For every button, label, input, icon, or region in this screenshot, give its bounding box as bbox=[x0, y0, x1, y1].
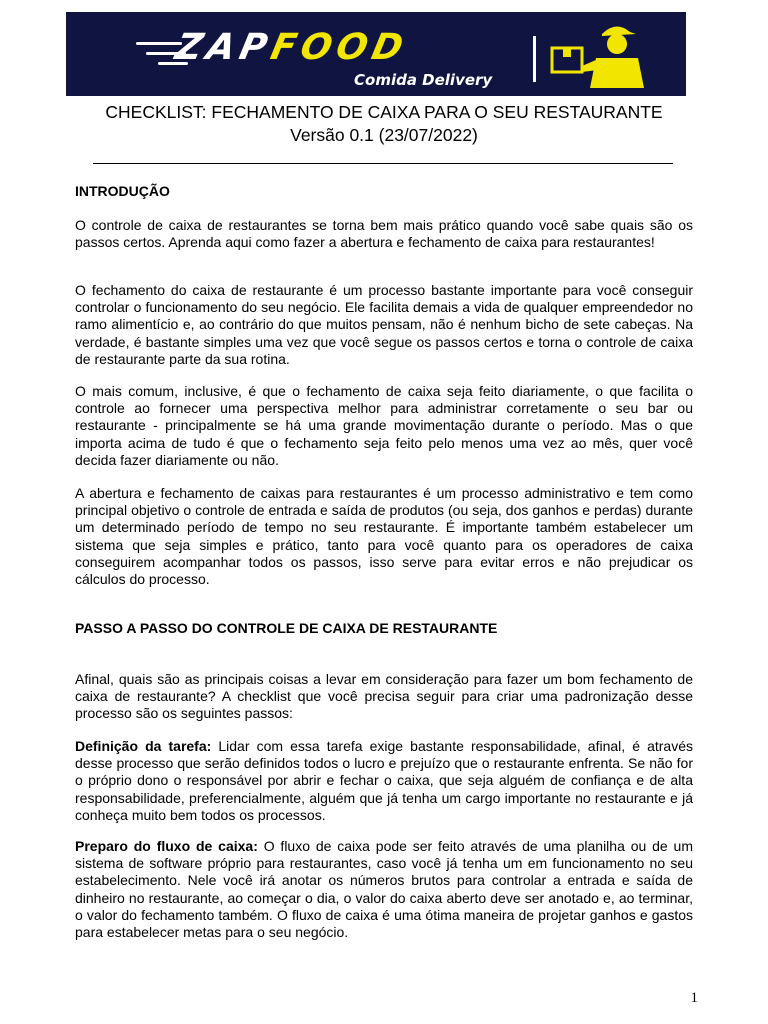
brand-tagline: Comida Delivery bbox=[354, 71, 493, 89]
intro-paragraph: A abertura e fechamento de caixas para restaurantes é um processo administrativo e tem como principal objetivo o controle de entrada e saída de produtos (ou seja, dos ganhos e perdas) durante um determinado período de tempo no seu restaurante. É importante também estabelecer um sistema que seja simples e prático, tanto para você quanto para os operadores de caixa conseguirem acompanhar todos os passos, isso serve para evitar erros e não prejudicar os cálculos do processo. bbox=[75, 485, 693, 588]
document-title: CHECKLIST: FECHAMENTO DE CAIXA PARA O SEU RESTAURANTE bbox=[105, 102, 663, 122]
step-item-label: Preparo do fluxo de caixa: bbox=[75, 838, 258, 854]
brand-name-part2: FOOD bbox=[267, 27, 412, 68]
brand-banner bbox=[66, 12, 686, 96]
step-item-text: O fluxo de caixa pode ser feito através de uma planilha ou de um sistema de software próprio para restaurantes, caso você já tenha um em funcionamento no seu estabelecimento. Nele você irá anotar os números brutos para controlar a entrada e saída de dinheiro no restaurante, ao começar o dia, o valor do caixa aberto deve ser anotado e, ao terminar, o valor do fechamento também. O fluxo de caixa é uma ótima maneira de projetar ganhos e gastos para estabelecer metas para o seu negócio. bbox=[75, 838, 693, 941]
intro-heading: INTRODUÇÃO bbox=[75, 183, 170, 199]
step-item-label: Definição da tarefa: bbox=[75, 738, 212, 754]
title-divider bbox=[93, 163, 673, 164]
logo-speed-line bbox=[136, 42, 182, 45]
intro-paragraph: O mais comum, inclusive, é que o fechamento de caixa seja feito diariamente, o que facilita o controle ao fornecer uma perspectiva melhor para administrar corretamente o seu bar ou restaurante - principalmente se há uma grande movimentação durante o período. Mas o que importa acima de tudo é que o fechamento seja feito pelo menos uma vez ao mês, quer você decida fazer diariamente ou não. bbox=[75, 383, 693, 468]
intro-paragraph: O fechamento do caixa de restaurante é um processo bastante importante para você conseguir controlar o funcionamento do seu negócio. Ele facilita demais a vida de qualquer empreendedor no ramo alimentício e, ao contrário do que muitos pensam, não é nenhum bicho de sete cabeças. Na verdade, é bastante simples uma vez que você segue os passos certos e torna o controle de caixa de restaurante parte da sua rotina. bbox=[75, 282, 693, 367]
intro-paragraph: O controle de caixa de restaurantes se torna bem mais prático quando você sabe quais são os passos certos. Aprenda aqui como fazer a abertura e fechamento de caixa para restaurantes! bbox=[75, 217, 693, 251]
step-item-text: Lidar com essa tarefa exige bastante responsabilidade, afinal, é através desse processo que serão definidos todos o lucro e prejuízo que o restaurante enfrenta. Se não for o próprio dono o responsável por abrir e fechar o caixa, que seja alguém de confiança e de alta responsabilidade, preferencialmente, alguém que já tenha um cargo importante no restaurante e já conheça muito bem todos os processos. bbox=[75, 738, 693, 823]
page-number: 1 bbox=[690, 990, 698, 1006]
logo-divider bbox=[533, 36, 536, 82]
delivery-courier-with-box-icon bbox=[544, 18, 664, 94]
step-item bbox=[75, 838, 693, 941]
brand-name-part1: ZAP bbox=[171, 27, 276, 68]
steps-intro-paragraph: Afinal, quais são as principais coisas a levar em consideração para fazer um bom fechamento de caixa de restaurante? A checklist que você precisa seguir para criar uma padronização desse processo são os seguintes passos: bbox=[75, 671, 693, 722]
steps-heading: PASSO A PASSO DO CONTROLE DE CAIXA DE RESTAURANTE bbox=[75, 620, 498, 636]
brand-logo-wordmark bbox=[172, 28, 531, 68]
document-version: Versão 0.1 (23/07/2022) bbox=[290, 125, 478, 145]
step-item bbox=[75, 738, 693, 824]
